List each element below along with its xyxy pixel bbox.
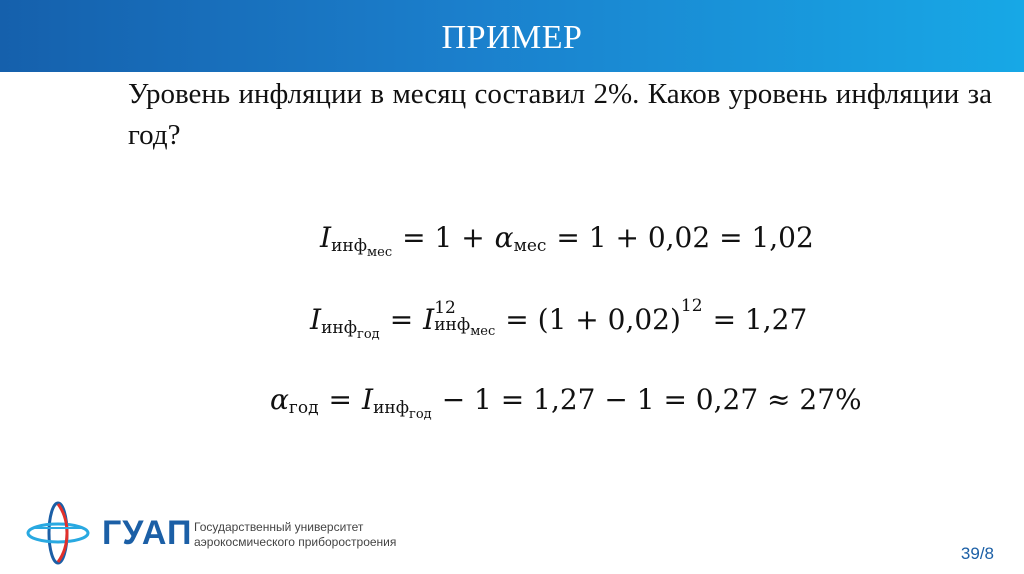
university-logo <box>24 500 404 566</box>
title-bar <box>0 0 1024 72</box>
logo-line-2: аэрокосмического приборостроения <box>194 535 397 549</box>
formula-text: = 1 + 0,02 = 1,02 <box>556 220 814 254</box>
logo-name: ГУАП <box>102 514 193 552</box>
formula-superscript: 12 <box>434 297 456 318</box>
formula-text: = <box>328 382 352 416</box>
formula-text: = (1 + 0,02) <box>505 302 681 336</box>
formula-var: I <box>423 302 435 336</box>
slide-title: ПРИМЕР <box>441 19 583 56</box>
formula-var: I <box>310 302 322 336</box>
formula-subscript: инф$_{год}$ <box>321 318 380 342</box>
formula-var: I <box>320 220 332 254</box>
logo-line-1: Государственный университет <box>194 520 364 534</box>
formula-var: α <box>494 220 514 254</box>
formula-superscript: 12 <box>680 296 703 316</box>
formula-text: = <box>389 302 414 336</box>
problem-statement: Уровень инфляции в месяц составил 2%. Каков уровень инфляции за год? <box>128 78 992 151</box>
formula-text: = 1,27 <box>712 302 808 336</box>
formula-subscript: инф$_{мес}$ <box>331 236 393 260</box>
logo-subtitle <box>194 520 424 550</box>
formula-text: − 1 = 1,27 − 1 = 0,27 ≈ 27% <box>441 382 862 416</box>
guap-emblem-icon <box>24 500 96 566</box>
formula-var: I <box>362 382 374 416</box>
formula-subscript: год <box>288 398 319 418</box>
formula-subscript: мес <box>513 236 547 256</box>
page-number: 39/8 <box>960 544 994 563</box>
formula-subscript: инф$_{мес}$ <box>434 314 496 339</box>
formula-var: α <box>270 382 289 416</box>
formula-subscript: инф$_{год}$ <box>373 398 432 422</box>
formula-monthly-index <box>320 212 814 262</box>
formula-annual-rate <box>270 374 862 424</box>
formula-text: = 1 + <box>402 220 485 254</box>
formula-annual-index <box>310 294 807 344</box>
